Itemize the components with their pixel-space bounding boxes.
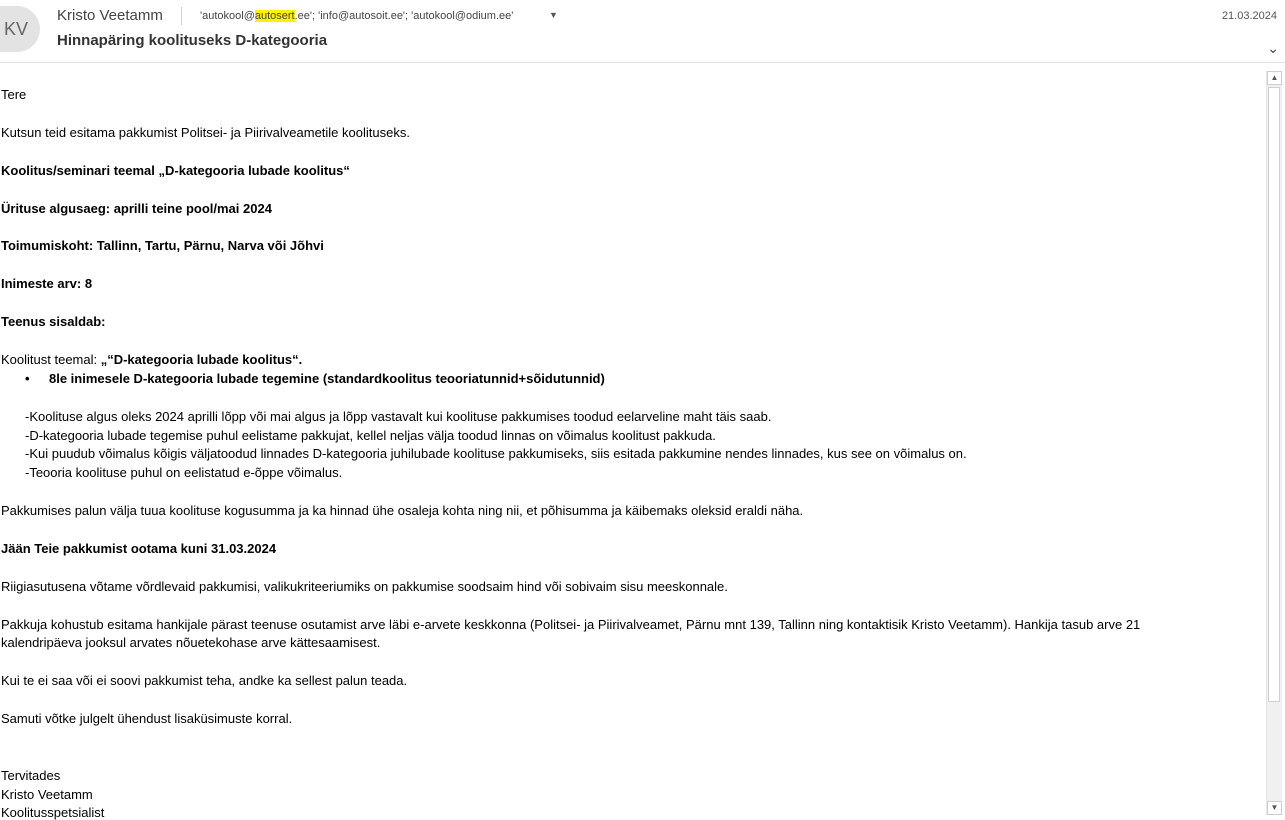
invoice-text-line1: Pakkuja kohustub esitama hankijale pärast teenuse osutamist arve läbi e-arvete keskkonna (Politsei- ja Piirivalveamet, Pärnu mnt 139, Tallinn ning kontaktisik Kristo Veetamm). Hankija tasub arve 21 (1, 617, 1141, 632)
recipient-highlight: autosert (254, 10, 295, 22)
closing-text: Tervitades (1, 768, 61, 783)
training-topic-bold: „“D-kategooria lubade koolitus“. (100, 352, 303, 367)
training-topic-line (1, 351, 302, 369)
email-body (0, 71, 1264, 820)
start-time-line: Ürituse algusaeg: aprilli teine pool/mai 2024 (1, 201, 272, 216)
decline-text: Kui te ei saa või ei soovi pakkumist teha, andke ka sellest palun teada. (1, 673, 408, 688)
bullet-text: 8le inimesele D-kategooria lubade tegemine (standardkoolitus teooriatunnid+sõidutunnid) (49, 371, 605, 386)
greeting: Tere (1, 87, 27, 102)
scrollbar-thumb[interactable] (1268, 87, 1280, 702)
vertical-scrollbar[interactable] (1266, 71, 1282, 815)
recipient-text: 'autokool@ (200, 10, 255, 22)
chevron-down-icon[interactable]: ⌄ (1267, 40, 1279, 56)
list-item (25, 370, 605, 388)
header-separator (181, 7, 182, 25)
contact-text: Samuti võtke julgelt ühendust lisaküsimuste korral. (1, 711, 293, 726)
signature-title: Koolitusspetsialist (1, 805, 105, 820)
signature-name: Kristo Veetamm (1, 787, 93, 802)
training-topic-prefix: Koolitust teemal: (1, 352, 101, 367)
intro-text: Kutsun teid esitama pakkumist Politsei- ja Piirivalveametile koolituseks. (1, 125, 410, 140)
recipients-list[interactable] (200, 10, 513, 22)
service-heading: Teenus sisaldab: (1, 314, 106, 329)
recipient-text-rest: .ee'; 'info@autosoit.ee'; 'autokool@odium.ee' (294, 10, 514, 22)
criteria-text: Riigiasutusena võtame võrdlevaid pakkumisi, valikukriteeriumiks on pakkumise soodsaim hind või sobivaim sisu meeskonnale. (1, 579, 728, 594)
deadline-text: Jään Teie pakkumist ootama kuni 31.03.2024 (1, 541, 277, 556)
location-line: Toimumiskoht: Tallinn, Tartu, Pärnu, Narva või Jõhvi (1, 238, 324, 253)
sender-name[interactable]: Kristo Veetamm (57, 7, 163, 24)
scroll-up-icon[interactable]: ▲ (1267, 71, 1282, 85)
topic-line: Koolitus/seminari teemal „D-kategooria lubade koolitus“ (1, 163, 350, 178)
detail-line: -Koolituse algus oleks 2024 aprilli lõpp või mai algus ja lõpp vastavalt kui koolituse pakkumises toodud eelarveline maht täis saab. (25, 409, 772, 424)
pricing-text: Pakkumises palun välja tuua koolituse kogusumma ja ka hinnad ühe osaleja kohta ning nii, et põhisumma ja käibemaks oleksid eraldi näha. (1, 503, 804, 518)
invoice-text-line2: kalendripäeva jooksul arvates nõuetekohase arve kättesaamisest. (1, 635, 381, 650)
detail-line: -D-kategooria lubade tegemise puhul eelistame pakkujat, kellel neljas välja toodud linnas on võimalus koolitust pakkuda. (25, 428, 716, 443)
detail-line: -Teooria koolituse puhul on eelistatud e-õppe võimalus. (25, 465, 343, 480)
scroll-down-icon[interactable]: ▼ (1267, 801, 1282, 815)
bullet-icon: • (25, 371, 30, 386)
caret-down-icon[interactable]: ▼ (549, 10, 558, 20)
avatar-initials: KV (3, 19, 28, 39)
email-header (0, 0, 1285, 63)
sender-avatar[interactable] (0, 6, 40, 52)
detail-line: -Kui puudub võimalus kõigis väljatoodud linnades D-kategooria juhilubade koolituse pakkumiseks, siis esitada pakkumine nendes linnades, kus see on võimalus on. (25, 446, 967, 461)
participants-line: Inimeste arv: 8 (1, 276, 93, 291)
email-subject: Hinnapäring koolituseks D-kategooria (57, 32, 328, 49)
email-date: 21.03.2024 (1221, 10, 1277, 22)
